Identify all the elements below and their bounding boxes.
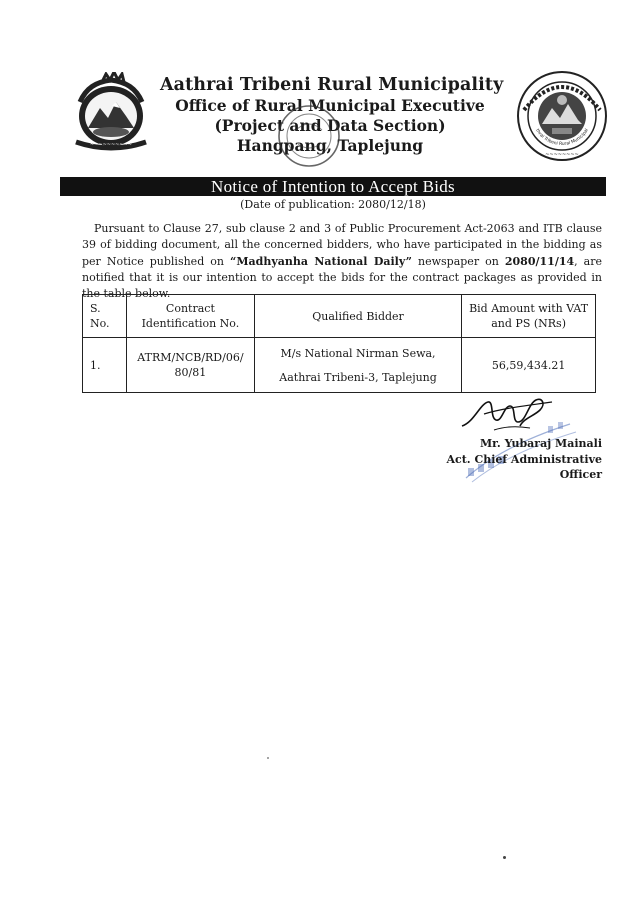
notice-title: Notice of Intention to Accept Bids bbox=[60, 177, 606, 196]
signatory-designation: Act. Chief Administrative Officer bbox=[446, 452, 602, 481]
bids-table bbox=[82, 294, 596, 393]
column-header-amount: Bid Amount with VAT and PS (NRs) bbox=[462, 295, 596, 338]
office-name: Office of Rural Municipal Executive bbox=[175, 96, 485, 115]
cell-amount: 56,59,434.21 bbox=[462, 338, 596, 393]
column-header-sno: S. No. bbox=[83, 295, 127, 338]
cell-sno: 1. bbox=[83, 338, 127, 393]
signature-icon bbox=[454, 392, 564, 438]
speck-mark bbox=[503, 856, 506, 859]
column-header-contract-id: Contract Identification No. bbox=[126, 295, 254, 338]
body-part-3: , are notified that it is our intention to accept the bids for the contract packages as provided in the table below. bbox=[82, 254, 603, 301]
section-name: (Project and Data Section) bbox=[214, 116, 446, 135]
signatory-name: Mr. Yubaraj Mainali bbox=[479, 437, 602, 450]
nepal-emblem-icon bbox=[66, 72, 156, 152]
body-part-1: Pursuant to Clause 27, sub clause 2 and 3 of Public Procurement Act-2063 and ITB clause 39 of bidding document, all the concerned bidders, who have participated in the bidding as per Notice published on bbox=[82, 222, 602, 268]
bidder-name: M/s National Nirman Sewa, bbox=[280, 346, 436, 360]
notice-body bbox=[82, 221, 602, 302]
bidder-address: Aathrai Tribeni-3, Taplejung bbox=[279, 370, 437, 384]
logo-ring-text: thrai Tribeni Rural Municipal bbox=[534, 128, 590, 148]
notice-date: 2080/11/14 bbox=[504, 254, 575, 268]
svg-text:~~~~~~~~~~: ~~~~~~~~~~ bbox=[90, 142, 132, 148]
speck-mark bbox=[267, 757, 269, 759]
column-header-bidder: Qualified Bidder bbox=[254, 295, 461, 338]
signatory-block bbox=[412, 436, 602, 483]
municipality-logo-icon bbox=[516, 70, 608, 162]
table-header-row bbox=[83, 295, 596, 338]
body-part-2: newspaper on bbox=[411, 254, 505, 268]
office-seal-icon bbox=[268, 100, 350, 172]
office-location: Hangpang, Taplejung bbox=[236, 136, 424, 155]
svg-text:~~~~~~~~: ~~~~~~~~ bbox=[545, 152, 579, 158]
cell-contract-id: ATRM/NCB/RD/06/ 80/81 bbox=[126, 338, 254, 393]
publication-date: (Date of publication: 2080/12/18) bbox=[240, 198, 426, 211]
municipality-name: Aathrai Tribeni Rural Municipality bbox=[160, 75, 504, 95]
cell-bidder bbox=[254, 338, 461, 393]
table-row bbox=[83, 338, 596, 393]
newspaper-name: “Madhyanha National Daily” bbox=[230, 254, 412, 268]
